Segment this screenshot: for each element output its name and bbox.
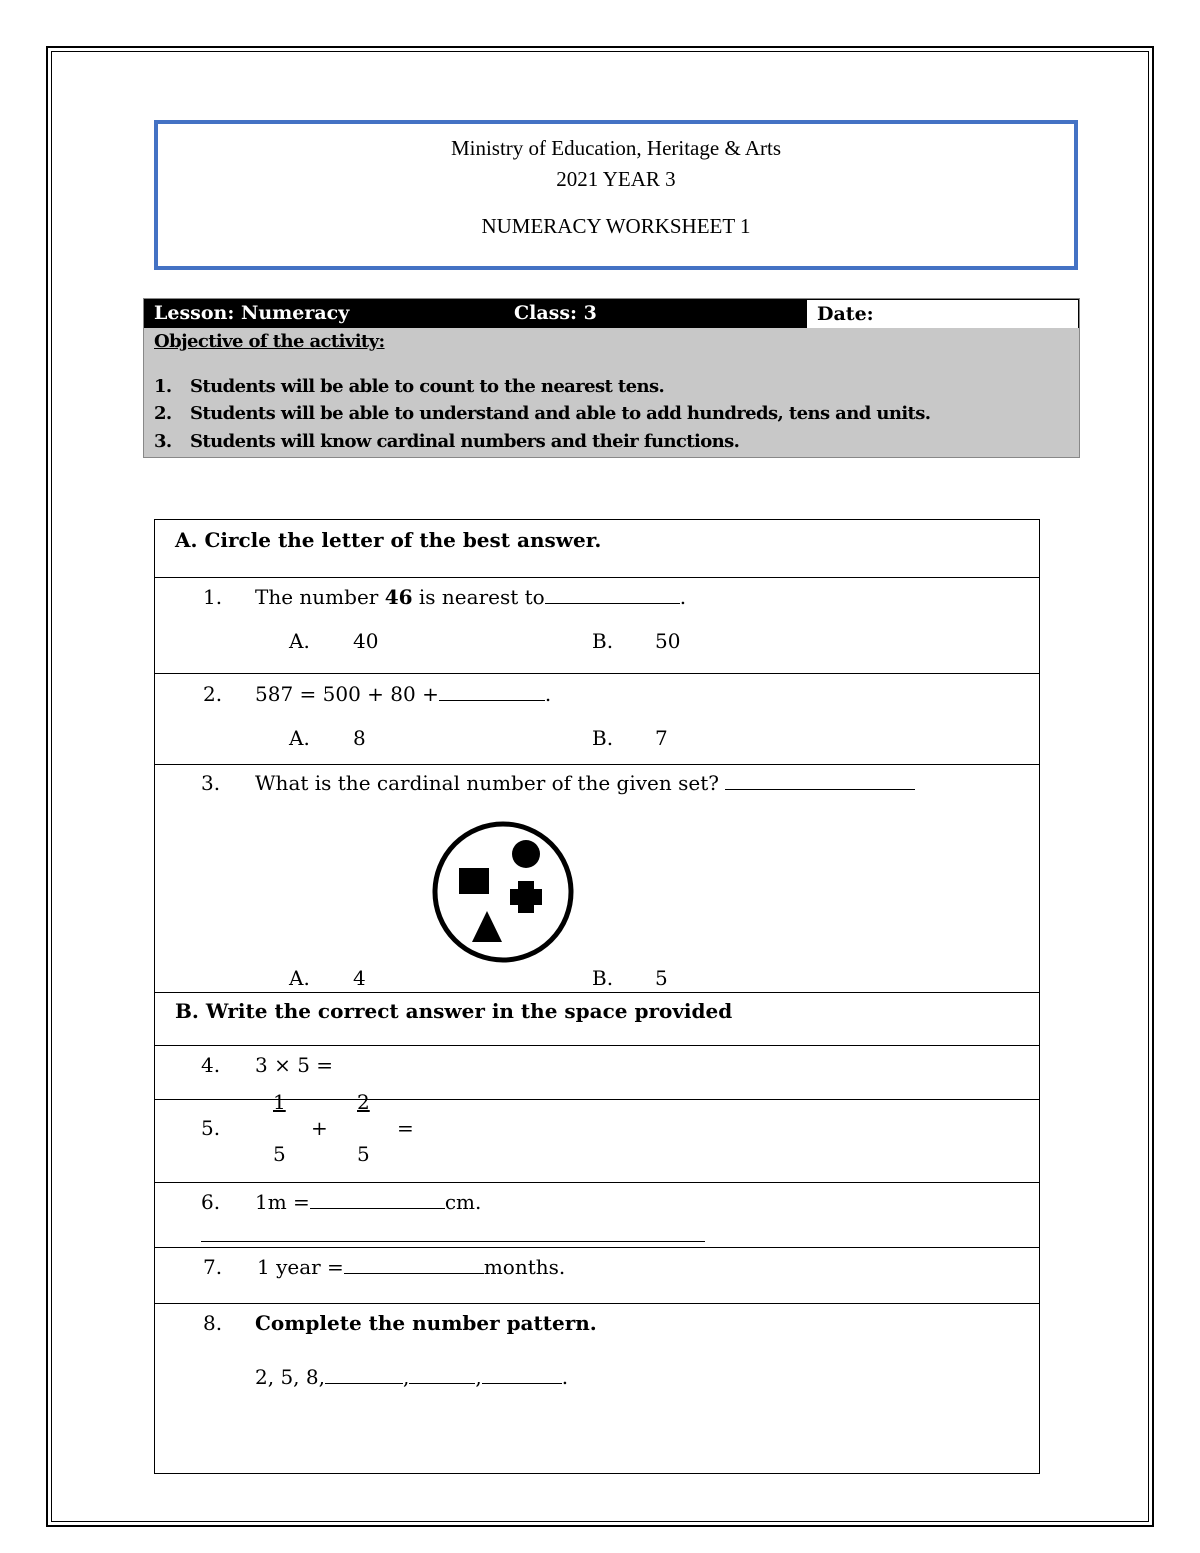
question-2-text: 587 = 500 + 80 + . (255, 682, 552, 706)
objective-item: 1. Students will be able to count to the nearest tens. (154, 376, 665, 397)
option-b-value[interactable]: 50 (655, 629, 681, 653)
question-4-text: 3 × 5 = (255, 1053, 334, 1077)
plus-sign: + (311, 1116, 328, 1140)
set-diagram (429, 820, 575, 966)
question-number: 2. (203, 682, 223, 706)
question-1-text: The number 46 is nearest to . (255, 585, 687, 609)
question-number: 7. (203, 1255, 223, 1279)
fraction-2-numerator: 2 (357, 1090, 370, 1114)
lesson-bar (144, 299, 806, 328)
number-pattern: 2, 5, 8, , , . (255, 1365, 569, 1389)
option-a-value[interactable]: 4 (353, 966, 366, 990)
section-b-heading: B. Write the correct answer in the space provided (175, 999, 733, 1023)
option-a-value[interactable]: 40 (353, 629, 379, 653)
date-field[interactable]: Date: (806, 299, 1079, 328)
option-a-label[interactable]: A. (289, 629, 310, 653)
answer-blank[interactable] (325, 1366, 403, 1384)
option-b-label[interactable]: B. (592, 966, 614, 990)
answer-blank[interactable] (409, 1366, 475, 1384)
option-b-value[interactable]: 7 (655, 726, 668, 750)
question-number: 8. (203, 1311, 223, 1335)
option-b-label[interactable]: B. (592, 629, 614, 653)
option-a-label[interactable]: A. (289, 966, 310, 990)
ministry-name: Ministry of Education, Heritage & Arts (450, 136, 782, 160)
set-square-shape (459, 868, 489, 894)
question-3-text: What is the cardinal number of the given set? (255, 771, 915, 795)
answer-line[interactable] (201, 1241, 705, 1242)
answer-blank[interactable] (310, 1191, 445, 1209)
question-6-text: 1m = cm. (255, 1190, 482, 1214)
fraction-2-denominator: 5 (357, 1142, 370, 1166)
answer-blank[interactable] (725, 772, 915, 790)
equals-sign: = (397, 1116, 414, 1140)
lesson-label: Lesson: Numeracy (154, 302, 350, 324)
question-7-text: 1 year = months. (257, 1255, 566, 1279)
question-number: 6. (201, 1190, 221, 1214)
set-circle-outline (435, 824, 571, 960)
questions-table (154, 519, 1040, 1474)
worksheet-title: NUMERACY WORKSHEET 1 (481, 214, 751, 238)
answer-blank[interactable] (545, 586, 680, 604)
class-label: Class: 3 (514, 302, 597, 324)
set-triangle-shape (472, 911, 502, 942)
objective-item: 2. Students will be able to understand and able to add hundreds, tens and units. (154, 403, 931, 424)
question-number: 5. (201, 1116, 221, 1140)
lesson-info-table (143, 298, 1080, 458)
objective-section (144, 328, 1079, 457)
answer-blank[interactable] (344, 1256, 484, 1274)
objective-title: Objective of the activity: (154, 331, 385, 352)
fraction-1-numerator: 1 (273, 1090, 286, 1114)
fraction-1-denominator: 5 (273, 1142, 286, 1166)
header-box (154, 120, 1078, 270)
set-cross-shape (510, 881, 542, 913)
answer-blank[interactable] (482, 1366, 562, 1384)
section-a-heading: A. Circle the letter of the best answer. (175, 528, 602, 552)
option-b-value[interactable]: 5 (655, 966, 668, 990)
option-a-value[interactable]: 8 (353, 726, 366, 750)
objective-item: 3. Students will know cardinal numbers and their functions. (154, 431, 740, 452)
set-circle-shape (512, 840, 540, 868)
option-b-label[interactable]: B. (592, 726, 614, 750)
question-8-text: Complete the number pattern. (255, 1311, 597, 1335)
question-number: 4. (201, 1053, 221, 1077)
year-label: 2021 YEAR 3 (556, 167, 676, 191)
option-a-label[interactable]: A. (289, 726, 310, 750)
question-number: 3. (201, 771, 221, 795)
question-number: 1. (203, 585, 223, 609)
answer-blank[interactable] (439, 683, 545, 701)
